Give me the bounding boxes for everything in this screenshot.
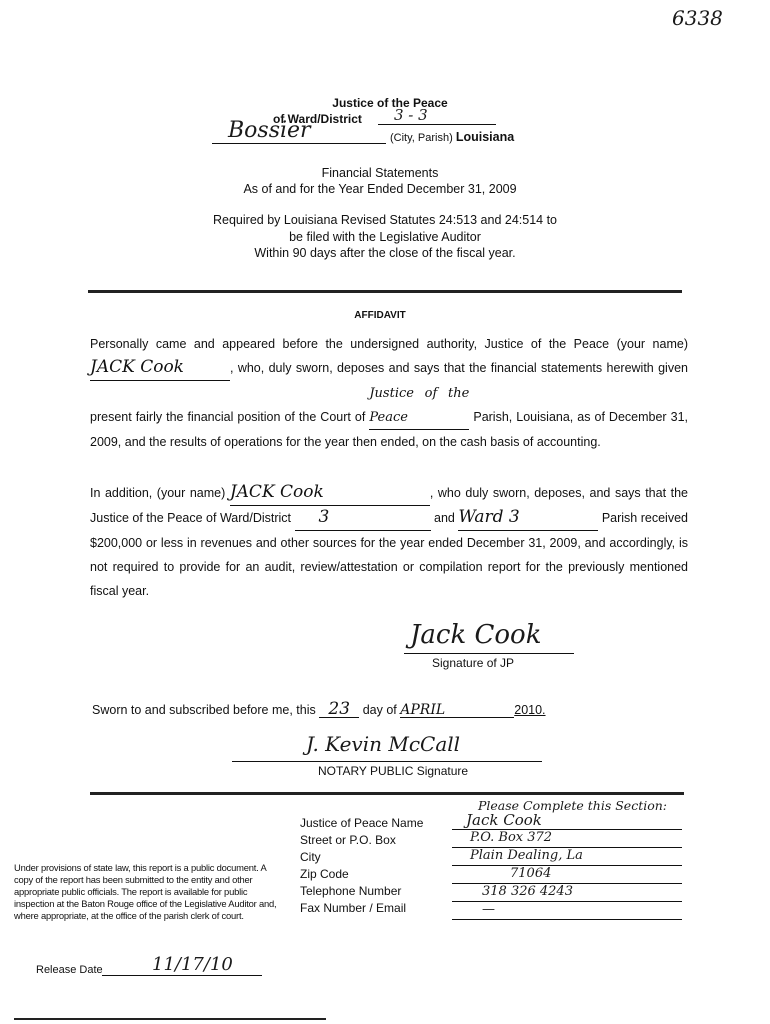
city-parish-label bbox=[390, 130, 514, 144]
value-phone: 318 326 4243 bbox=[452, 884, 682, 902]
value-street: P.O. Box 372 bbox=[452, 830, 682, 848]
divider-bottom bbox=[90, 792, 684, 795]
statements-title: Financial Statements bbox=[321, 166, 439, 180]
label-fax-email: Fax Number / Email bbox=[300, 901, 407, 915]
p2-name-field bbox=[230, 481, 430, 506]
requirement-line-3: Within 90 days after the close of the fiscal year. bbox=[254, 246, 516, 260]
city-parish-text: (City, Parish) bbox=[390, 132, 453, 144]
label-street: Street or P.O. Box bbox=[300, 833, 396, 847]
p2-ward: 3 bbox=[318, 507, 330, 527]
requirement-line-1: Required by Louisiana Revised Statutes 24:513 and 24:514 to bbox=[213, 213, 557, 227]
contact-prompt: Please Complete this Section: bbox=[478, 798, 668, 813]
header-title: Justice of the Peace bbox=[332, 96, 448, 110]
release-date-line bbox=[102, 975, 262, 976]
state-name: Louisiana bbox=[455, 130, 515, 144]
value-city: Plain Dealing, La bbox=[452, 848, 682, 866]
p2-ward2: Ward 3 bbox=[458, 507, 520, 527]
sworn-month-field bbox=[400, 703, 514, 718]
label-jp-name: Justice of Peace Name bbox=[300, 816, 424, 830]
p2-text-b: , who duly sworn, deposes, and says that the Justice of the Peace of Ward/District bbox=[90, 486, 688, 525]
notary-signature: J. Kevin McCall bbox=[306, 732, 461, 756]
p2-ward2-field bbox=[458, 506, 598, 531]
sworn-text-a: Sworn to and subscribed before me, this bbox=[92, 703, 316, 717]
statements-period: As of and for the Year Ended December 31, 2009 bbox=[243, 182, 517, 196]
value-jp-name: Jack Cook bbox=[452, 812, 682, 830]
p2-name: JACK Cook bbox=[229, 482, 324, 502]
p1-court: Justice of the Peace bbox=[369, 386, 470, 425]
p2-ward-field bbox=[295, 506, 431, 531]
parish-line bbox=[212, 143, 386, 144]
p1-name-field bbox=[90, 356, 230, 381]
label-zip: Zip Code bbox=[300, 867, 349, 881]
requirement-line-2: be filed with the Legislative Auditor bbox=[289, 230, 481, 244]
value-zip: 71064 bbox=[452, 866, 682, 884]
sworn-text-b: day of bbox=[362, 703, 397, 717]
sworn-month: APRIL bbox=[400, 702, 446, 718]
affidavit-paragraph-1 bbox=[90, 332, 688, 454]
p2-and: and bbox=[434, 511, 455, 525]
notary-label: NOTARY PUBLIC Signature bbox=[318, 764, 469, 778]
document-number: 6338 bbox=[672, 6, 723, 30]
ward-line bbox=[378, 124, 496, 125]
notary-signature-line bbox=[232, 761, 542, 762]
public-document-disclaimer: Under provisions of state law, this report is a public document. A copy of the report has been submitted to the entity and other appropriate public officials. The report is available for public inspection at the Baton Rouge office of the Legislative Auditor and, where appropriate, at the office of the parish clerk of court. bbox=[14, 862, 277, 921]
p2-text-a: In addition, (your name) bbox=[90, 486, 226, 500]
affidavit-heading: AFFIDAVIT bbox=[354, 310, 406, 321]
ward-handwritten: 3 - 3 bbox=[394, 106, 428, 124]
p2-text-c: Parish received $200,000 or less in revenues and other sources for the year ended December 31, 2009, and accordingly, is not required to provide for an audit, review/attestation or compilation report for the previously mentioned fiscal year. bbox=[90, 511, 688, 598]
p1-text-a: Personally came and appeared before the undersigned authority, Justice of the Peace (your name) bbox=[90, 337, 688, 351]
value-fax-email: — bbox=[452, 902, 682, 920]
label-phone: Telephone Number bbox=[300, 884, 402, 898]
jp-signature: Jack Cook bbox=[410, 620, 542, 650]
p1-name: JACK Cook bbox=[90, 357, 184, 377]
footer-line bbox=[14, 1018, 326, 1020]
ward-label: of Ward/District bbox=[273, 112, 362, 126]
divider-top bbox=[88, 290, 682, 293]
p1-court-field bbox=[369, 381, 469, 430]
jp-signature-label: Signature of JP bbox=[432, 656, 515, 670]
sworn-year: 2010. bbox=[514, 703, 546, 717]
contact-values bbox=[452, 812, 682, 920]
sworn-day: 23 bbox=[328, 699, 351, 719]
p1-text-b: , who, duly sworn, deposes and says that the financial statements herewith given present fairly the financial position of the Court of bbox=[90, 361, 688, 424]
label-city: City bbox=[300, 850, 321, 864]
jp-signature-line bbox=[404, 653, 574, 654]
sworn-day-field bbox=[319, 699, 359, 719]
contact-labels bbox=[300, 815, 423, 917]
release-date-label: Release Date bbox=[36, 964, 103, 976]
affidavit-paragraph-2 bbox=[90, 481, 688, 603]
p1-text-c: Parish, Louisiana, as of December 31, 2009, and the results of operations for the year then ended, on the cash basis of accounting. bbox=[90, 410, 688, 449]
release-date-value: 11/17/10 bbox=[152, 954, 233, 975]
sworn-statement bbox=[92, 699, 546, 719]
parish-handwritten: Bossier bbox=[228, 118, 311, 143]
